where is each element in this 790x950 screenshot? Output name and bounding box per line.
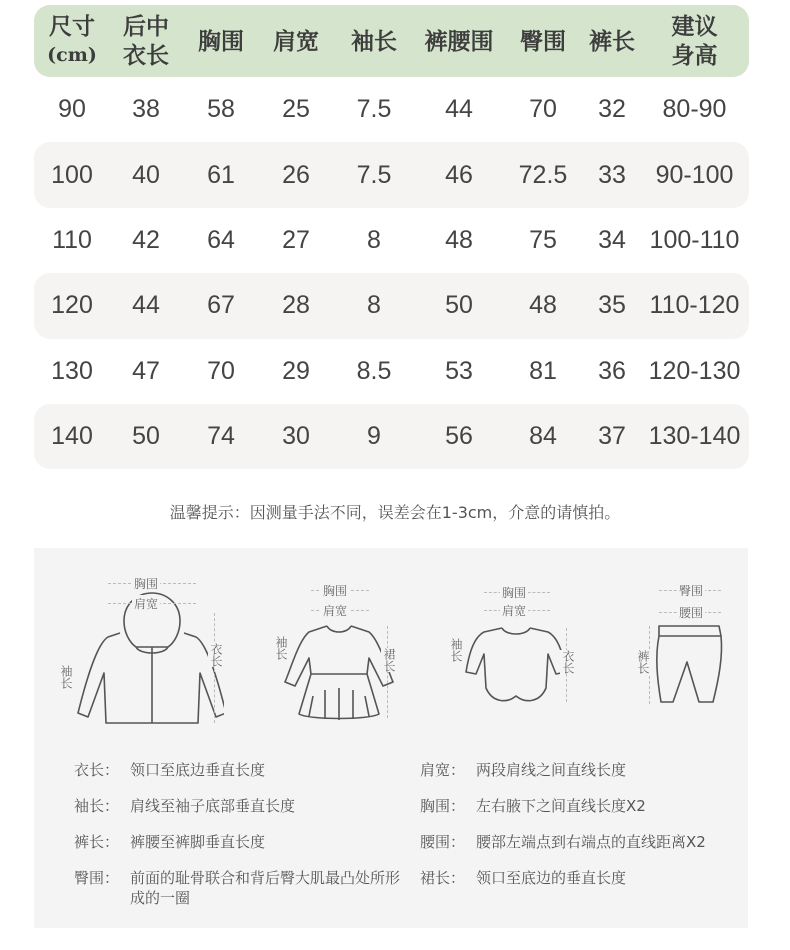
table-cell: 70 [207, 356, 235, 385]
jacket-sleeve-label: 袖长 [59, 665, 73, 689]
table-cell: 9 [367, 422, 381, 451]
table-cell: 47 [132, 356, 160, 385]
table-cell: 44 [445, 95, 473, 124]
jacket-figure [59, 573, 224, 733]
pants-length-label: 裤长 [636, 650, 650, 674]
romper-length-label: 衣长 [561, 650, 575, 674]
romper-figure [444, 580, 589, 710]
table-cell: 56 [445, 422, 473, 451]
dress-sleeve-label: 袖长 [274, 636, 288, 660]
table-cell: 90 [58, 95, 86, 124]
table-cell: 100-110 [649, 225, 740, 254]
header-cell-back-length: 后中 衣长 [123, 13, 169, 69]
table-cell: 61 [207, 160, 235, 189]
table-cell: 27 [282, 225, 310, 254]
table-cell: 100 [51, 160, 93, 189]
table-cell: 26 [282, 160, 310, 189]
table-cell: 35 [598, 291, 626, 320]
table-cell: 38 [132, 95, 160, 124]
table-cell: 67 [207, 291, 235, 320]
table-cell: 120 [51, 291, 93, 320]
pants-hip-label: 臀围 [679, 584, 704, 598]
header-cell-sleeve: 袖长 [351, 27, 397, 55]
jacket-chest-label: 胸围 [134, 577, 159, 591]
definitions-left: 衣长： 领口至底边垂直长度 袖长： 肩线至袖子底部垂直长度 裤长： 裤腰至裤脚垂直长度 臀围： 前面的耻骨联合和背后臀大肌最凸处所形成的一圈 [74, 761, 401, 907]
dress-shoulder-label: 肩宽 [323, 604, 348, 618]
table-row [34, 142, 749, 207]
table-cell: 8.5 [356, 356, 392, 385]
table-row [34, 339, 749, 404]
table-body [34, 77, 749, 469]
table-row [34, 404, 749, 469]
header-cell-pants-waist: 裤腰围 [424, 27, 494, 55]
table-cell: 84 [529, 422, 557, 451]
table-cell: 90-100 [655, 160, 734, 189]
measurement-notice: 温馨提示：因测量手法不同，误差会在1-3cm，介意的请慎拍。 [169, 503, 621, 522]
table-cell: 53 [445, 356, 473, 385]
romper-chest-label: 胸围 [502, 586, 527, 600]
definitions-right: 肩宽： 两段肩线之间直线长度 胸围： 左右腋下之间直线长度X2 腰围： 腰部左端点到右端点的直线距离X2 裙长： 领口至底边的垂直长度 [420, 761, 706, 887]
dress-chest-label: 胸围 [323, 584, 348, 598]
table-cell: 80-90 [662, 95, 727, 124]
table-cell: 46 [445, 160, 473, 189]
table-cell: 64 [207, 225, 235, 254]
jacket-length-label: 衣长 [209, 643, 223, 667]
table-cell: 25 [282, 95, 310, 124]
table-cell: 7.5 [356, 160, 392, 189]
table-cell: 7.5 [356, 95, 392, 124]
header-cell-size: 尺寸 (cm) [47, 13, 97, 66]
size-table [34, 5, 749, 469]
table-row [34, 273, 749, 338]
table-cell: 28 [282, 291, 310, 320]
table-cell: 130 [51, 356, 93, 385]
jacket-shoulder-label: 肩宽 [134, 597, 159, 611]
table-cell: 58 [207, 95, 235, 124]
table-row [34, 208, 749, 273]
table-cell: 120-130 [648, 356, 741, 385]
table-cell: 75 [529, 225, 557, 254]
table-cell: 44 [132, 291, 160, 320]
header-cell-height: 建议 身高 [671, 13, 718, 69]
table-cell: 30 [282, 422, 310, 451]
table-header [34, 5, 749, 77]
header-cell-shoulder: 肩宽 [273, 27, 319, 55]
table-cell: 74 [207, 422, 235, 451]
table-cell: 33 [598, 160, 626, 189]
table-cell: 50 [445, 291, 473, 320]
romper-sleeve-label: 袖长 [449, 638, 463, 662]
table-cell: 36 [598, 356, 626, 385]
table-cell: 50 [132, 422, 160, 451]
table-cell: 48 [445, 225, 473, 254]
header-cell-pants-length: 裤长 [589, 27, 635, 55]
table-cell: 34 [598, 225, 626, 254]
table-cell: 72.5 [518, 160, 568, 189]
table-row [34, 77, 749, 142]
table-cell: 37 [598, 422, 626, 451]
table-cell: 48 [529, 291, 557, 320]
pants-icon [629, 578, 739, 718]
table-cell: 8 [367, 291, 381, 320]
table-cell: 32 [598, 95, 626, 124]
measurement-guide [34, 548, 748, 928]
pants-waist-label: 腰围 [679, 606, 704, 620]
table-cell: 40 [132, 160, 160, 189]
table-cell: 81 [529, 356, 557, 385]
header-cell-hip: 臀围 [520, 27, 566, 55]
table-cell: 8 [367, 225, 381, 254]
table-cell: 130-140 [648, 422, 741, 451]
header-cell-chest: 胸围 [198, 27, 244, 55]
dress-length-label: 裙长 [382, 648, 396, 672]
table-cell: 29 [282, 356, 310, 385]
table-cell: 70 [529, 95, 557, 124]
dress-figure [269, 578, 409, 728]
table-cell: 110-120 [649, 291, 740, 320]
romper-shoulder-label: 肩宽 [502, 604, 527, 618]
pants-figure [629, 578, 739, 718]
table-cell: 140 [51, 422, 93, 451]
table-cell: 42 [132, 225, 160, 254]
table-cell: 110 [52, 225, 92, 254]
